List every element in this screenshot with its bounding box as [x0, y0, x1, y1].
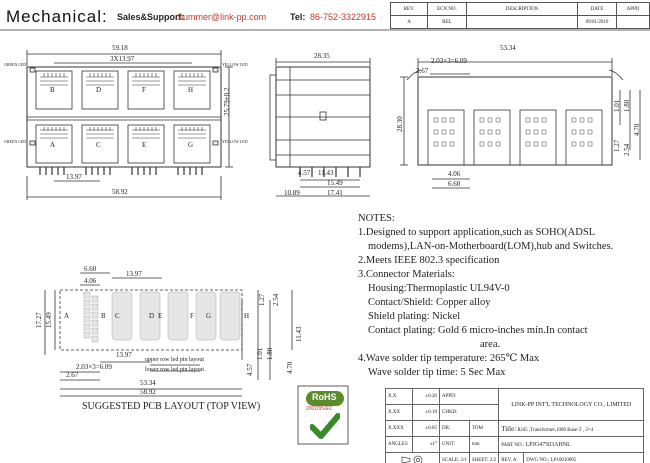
port-label-h: H: [188, 86, 194, 94]
rev-field-label: REV.: [501, 458, 512, 463]
ecn-value: REL: [428, 16, 467, 29]
back-r2-dim: 1.80: [623, 99, 631, 112]
rev-field-value: A: [512, 458, 517, 463]
front-view: [27, 50, 233, 200]
unit-value: mm: [469, 437, 498, 453]
tel-number[interactable]: 86-752-3322915: [310, 12, 377, 22]
sheet-value: 2/2: [489, 458, 497, 463]
pcb-letter-d: D: [149, 312, 155, 320]
title-value: RJ45 ,Transformer,1000 Base-T , 2×4: [517, 427, 594, 433]
pcb-total2-dim: 58.92: [140, 388, 156, 396]
front-bottom-outer-dim: 58.92: [112, 188, 128, 196]
port-label-e: E: [142, 141, 147, 149]
date-value: 09/01/2010: [578, 16, 617, 29]
tol3-label: X.XXX: [386, 421, 413, 437]
port-label-f: F: [142, 86, 146, 94]
pcb-total1-dim: 53.34: [140, 379, 156, 387]
pcb-letter-f: F: [190, 312, 194, 320]
note-line-10: 4.Wave solder tip temperature: 265℃ Max: [358, 353, 540, 364]
dr-value: TOM: [469, 421, 498, 437]
pcb-v4-dim: 4.70: [286, 361, 294, 374]
side-d5-dim: 10.89: [284, 189, 300, 197]
front-width-dim: 59.18: [112, 44, 128, 52]
pcb-w3-dim: 13.97: [126, 270, 142, 278]
back-width-dim: 53.34: [500, 44, 516, 52]
pcb-v2-dim: 1.01: [256, 347, 264, 360]
back-r5-dim: 4.70: [633, 123, 641, 136]
port-label-g: G: [188, 141, 194, 149]
side-d1-dim: 11.43: [318, 169, 334, 177]
pcb-h2-dim: 15.49: [45, 312, 53, 328]
rev-value: A: [391, 16, 428, 29]
side-d4-dim: 17.41: [327, 189, 343, 197]
pcb-r3-dim: 11.43: [295, 326, 303, 342]
port-label-a: A: [50, 141, 56, 149]
port-label-b: B: [50, 86, 55, 94]
note-line-8: Contact plating: Gold 6 micro-inches min.In contact: [368, 325, 588, 336]
sales-label: Sales&Support:: [117, 12, 185, 22]
back-b2-dim: 6.60: [448, 180, 461, 188]
front-led-right-bot: YELLOW LED: [222, 139, 248, 144]
ecn-header: ECN NO.: [428, 3, 467, 16]
tol2-value: ±0.10: [413, 405, 440, 421]
description-header: DESCRIPTION: [467, 3, 578, 16]
appd-header: APPD: [617, 3, 650, 16]
dr-label: DR:: [440, 421, 470, 437]
back-r3-dim: 1.27: [613, 139, 621, 152]
back-view-pin-field: [434, 118, 592, 146]
note-line-5: Housing:Thermoplastic UL94V-0: [368, 283, 510, 294]
back-pins-dim: 2.03×3=6.09: [431, 57, 467, 65]
note-line-2: modems),LAN-on-Motherboard(LOM),hub and Switches.: [368, 241, 614, 252]
tol2-label: X.XX: [386, 405, 413, 421]
pcb-letter-b: B: [101, 312, 106, 320]
back-b1-dim: 4.06: [448, 170, 461, 178]
pcb-v3-dim: 1.80: [266, 347, 274, 360]
pcb-letter-c: C: [115, 312, 120, 320]
pcb-w2-dim: 4.06: [84, 277, 97, 285]
note-line-11: Wave solder tip time: 5 Sec Max: [368, 367, 506, 378]
rohs-sub: 2002/95/EC: [306, 406, 333, 412]
front-led-left-top: GREEN LED: [4, 62, 27, 67]
pcb-letter-a: A: [64, 312, 70, 320]
pcb-w1-dim: 6.60: [84, 265, 97, 273]
notes-title: NOTES:: [358, 213, 395, 224]
tel-label: Tel:: [290, 12, 306, 22]
note-line-4: 3.Connector Materials:: [358, 269, 455, 280]
tol3-value: ±0.05: [413, 421, 440, 437]
tol1-value: ±0.20: [413, 389, 440, 405]
appd-field-label: APPD:: [440, 389, 499, 405]
dwg-label: DWG NO.:: [526, 458, 550, 463]
rohs-title: RoHS: [312, 392, 337, 402]
pcb-v1-dim: 4.57: [246, 363, 254, 376]
company-name: LINK-PP INT'L TECHNOLOGY CO., LIMITED: [499, 389, 644, 421]
pcb-r2-dim: 2.54: [272, 293, 280, 306]
pcb-letter-h: H: [244, 312, 250, 320]
port-label-d: D: [96, 86, 102, 94]
back-view: [400, 58, 640, 188]
note-line-3: 2.Meets IEEE 802.3 specification: [358, 255, 500, 266]
back-r4-dim: 2.54: [623, 143, 631, 156]
part-label: PART NO.:: [501, 442, 525, 448]
part-value: LPJG47503AHNL: [525, 441, 571, 448]
side-d3-dim: 15.49: [327, 179, 343, 187]
angles-label: ANGLES: [386, 437, 413, 453]
side-d2-dim: 4.57: [298, 169, 311, 177]
angles-value: ±1°: [413, 437, 440, 453]
projection-symbol-icon: [400, 455, 426, 463]
front-bottom-inner-dim: 13.97: [66, 173, 82, 181]
pcb-mid-dim: 13.97: [116, 351, 132, 359]
pcb-upper-note: upper row led pin layout: [145, 357, 204, 363]
sheet-label: SHEET:: [471, 458, 489, 463]
front-led-right-top: YELLOW LED: [222, 62, 248, 67]
back-r1-dim: 1.01: [613, 99, 621, 112]
side-depth-dim: 28.35: [314, 52, 330, 60]
note-line-9: area.: [480, 339, 501, 350]
pcb-offset-dim: 2.67: [66, 371, 79, 379]
brand-title: Mechanical:: [6, 7, 108, 26]
date-header: DATE: [578, 3, 617, 16]
sales-email[interactable]: Summer@link-pp.com: [177, 12, 267, 22]
rev-header: REV.: [391, 3, 428, 16]
dwg-value: LP10010005: [550, 458, 577, 463]
note-line-1: 1.Designed to support application,such as SOHO(ADSL: [358, 227, 596, 238]
front-pitch-dim: 3X13.97: [110, 55, 135, 63]
scale-label: SCALE:: [442, 458, 460, 463]
chkd-field-label: CHKD:: [440, 405, 499, 421]
front-led-left-bot: GREEN LED: [4, 139, 27, 144]
tol1-label: X.X: [386, 389, 413, 405]
pcb-r1-dim: 1.27: [258, 293, 266, 306]
title-label: Title:: [501, 424, 517, 433]
note-line-6: Contact/Shield: Copper alloy: [368, 297, 491, 308]
pcb-lower-note: lower row led pin layout: [145, 367, 204, 373]
pcb-caption: SUGGESTED PCB LAYOUT (TOP VIEW): [82, 401, 261, 412]
pcb-h1-dim: 17.27: [35, 312, 43, 328]
pcb-pins-dim: 2.03×3=6.09: [76, 363, 112, 371]
note-line-7: Shield plating: Nickel: [368, 311, 461, 322]
port-label-c: C: [96, 141, 101, 149]
pcb-letter-e: E: [158, 312, 163, 320]
back-offset-dim: 2.67: [416, 67, 429, 75]
rohs-badge: [302, 389, 348, 441]
title-block: [385, 388, 644, 463]
pcb-letter-g: G: [206, 312, 212, 320]
scale-value: 2/1: [460, 458, 467, 463]
unit-label: UNIT:: [440, 437, 470, 453]
back-height-dim: 28.30: [396, 116, 404, 132]
front-height-dim: 25.79±0.2: [223, 87, 231, 116]
check-icon: [310, 413, 340, 439]
